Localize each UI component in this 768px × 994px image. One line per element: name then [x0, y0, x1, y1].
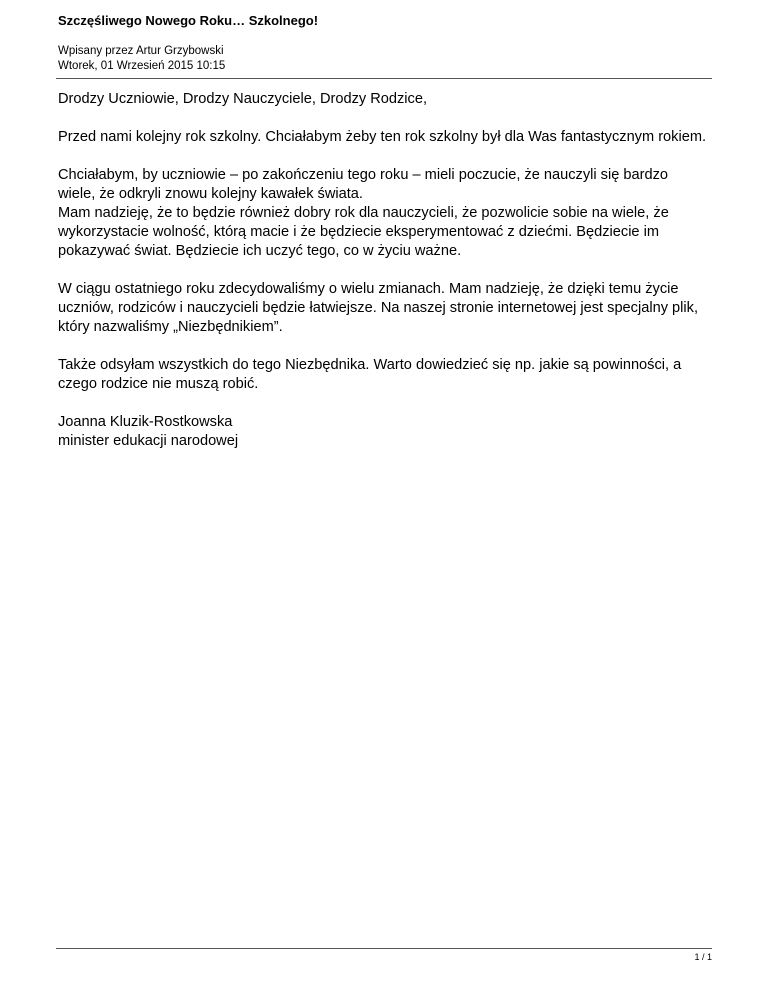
date-line: Wtorek, 01 Wrzesień 2015 10:15: [58, 60, 226, 72]
body-paragraph: Także odsyłam wszystkich do tego Niezbędnika. Warto dowiedzieć się np. jakie są powinności, a czego rodzice nie muszą robić.: [58, 357, 682, 392]
signature: Joanna Kluzik-Rostkowska minister edukacji narodowej: [58, 414, 239, 449]
article-meta: [58, 44, 225, 74]
author-line: Wpisany przez Artur Grzybowski: [58, 45, 224, 57]
header-divider: [56, 78, 712, 79]
body-paragraph: W ciągu ostatniego roku zdecydowaliśmy o wielu zmianach. Mam nadzieję, że dzięki temu życie uczniów, rodziców i nauczycieli będzie łatwiejsze. Na naszej stronie internetowej jest specjalny plik, który nazwaliśmy „Niezbędnikiem”.: [58, 281, 698, 335]
page-number: 1 / 1: [694, 952, 712, 962]
footer-divider: [56, 948, 712, 949]
body-paragraph: Przed nami kolejny rok szkolny. Chciałabym żeby ten rok szkolny był dla Was fantastycznym rokiem.: [58, 129, 707, 145]
greeting-paragraph: Drodzy Uczniowie, Drodzy Nauczyciele, Drodzy Rodzice,: [58, 91, 428, 107]
body-paragraph: Chciałabym, by uczniowie – po zakończeniu tego roku – mieli poczucie, że nauczyli się bardzo wiele, że odkryli znowu kolejny kawałek świata. Mam nadzieję, że to będzie również dobry rok dla nauczycieli, że pozwolicie sobie na wiele, że wykorzystacie wolność, którą macie i że będziecie eksperymentować z dziećmi. Będziecie im pokazywać świat. Będziecie ich uczyć tego, co w życiu ważne.: [58, 167, 669, 259]
article-body: [58, 90, 708, 470]
article-title: Szczęśliwego Nowego Roku… Szkolnego!: [58, 13, 319, 28]
